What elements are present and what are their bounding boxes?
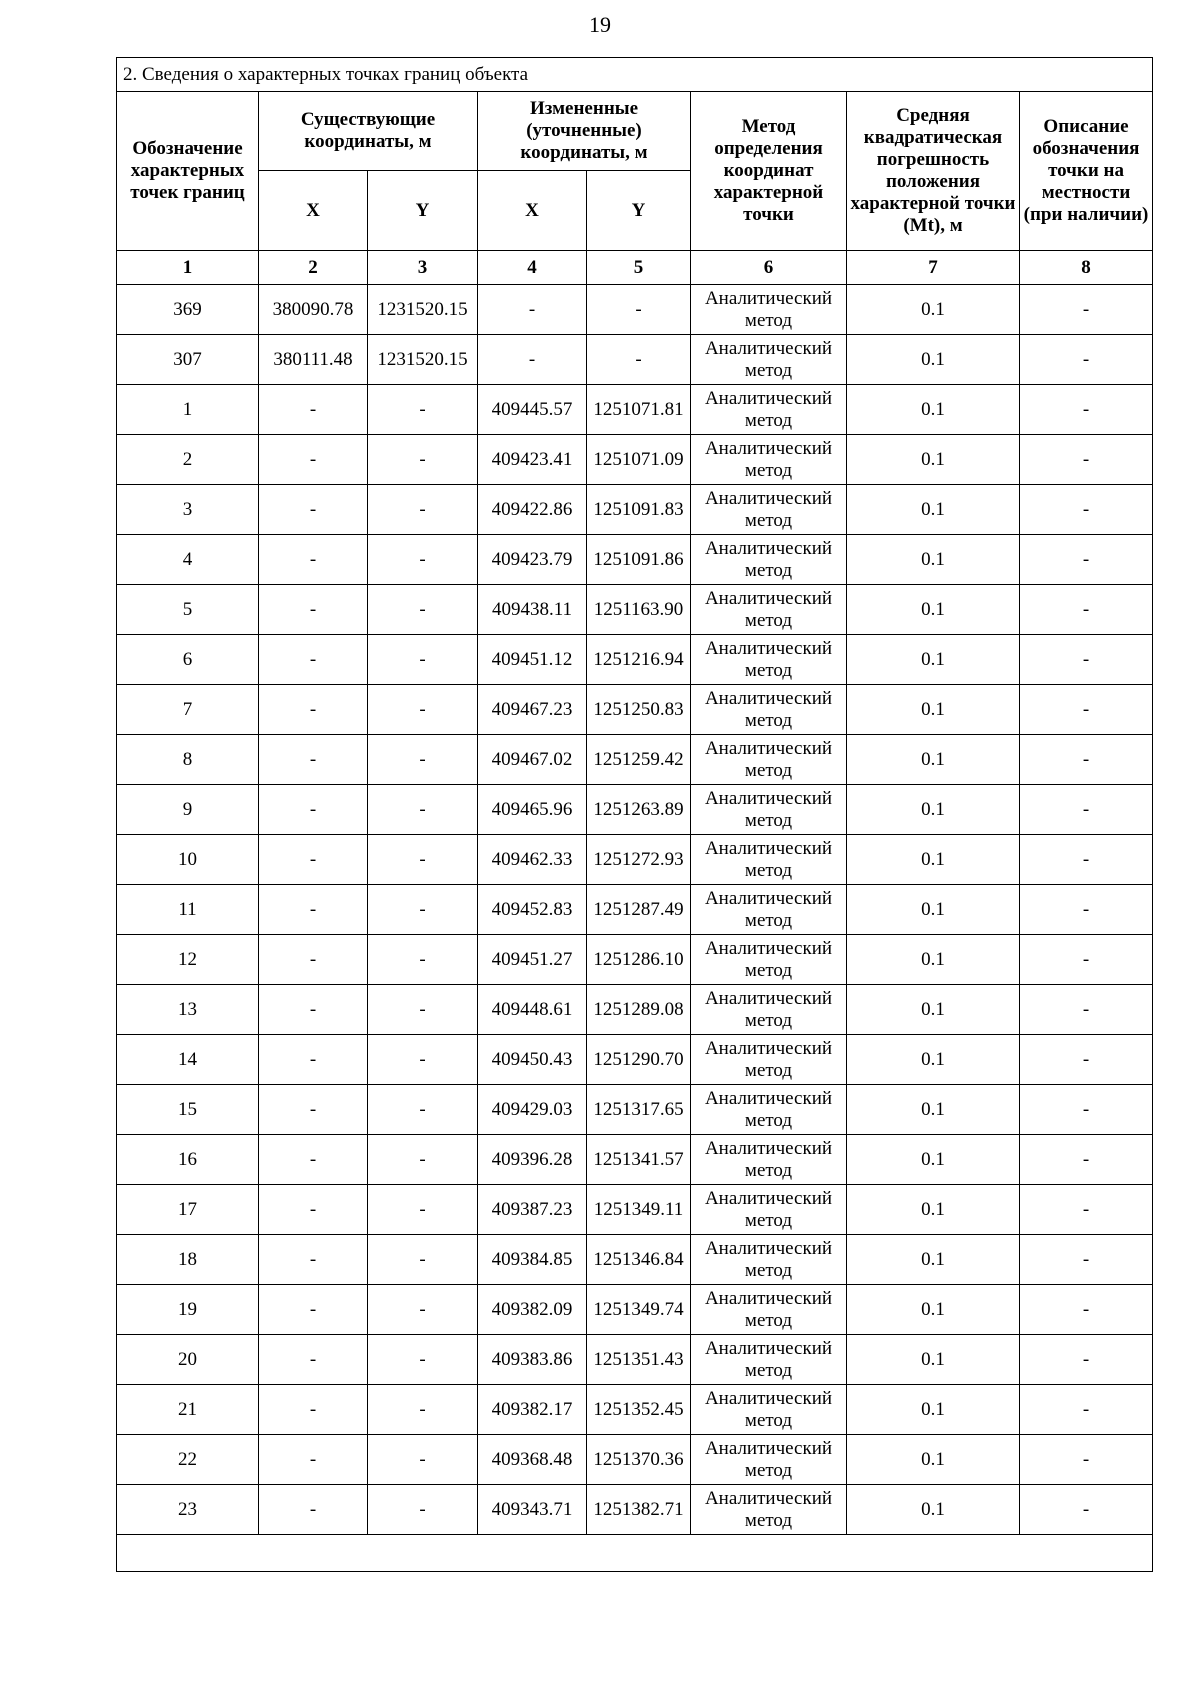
point-id-cell: 10 [117,835,259,885]
table-row [117,385,1153,435]
header-existing-x: X [259,171,368,251]
changed-y-cell: 1251352.45 [587,1385,691,1435]
header-changed-y: Y [587,171,691,251]
table-row [117,685,1153,735]
header-changed-x: X [478,171,587,251]
description-cell: - [1020,385,1153,435]
method-cell: Аналитический метод [691,785,847,835]
point-id-cell: 5 [117,585,259,635]
existing-x-cell: - [259,485,368,535]
changed-y-cell: - [587,285,691,335]
existing-x-cell: 380111.48 [259,335,368,385]
changed-y-cell: 1251272.93 [587,835,691,885]
changed-y-cell: 1251071.81 [587,385,691,435]
method-cell: Аналитический метод [691,335,847,385]
point-id-cell: 3 [117,485,259,535]
changed-x-cell: 409467.02 [478,735,587,785]
description-cell: - [1020,1335,1153,1385]
changed-x-cell: 409429.03 [478,1085,587,1135]
mean-error-cell: 0.1 [847,635,1020,685]
method-cell: Аналитический метод [691,285,847,335]
point-id-cell: 4 [117,535,259,585]
existing-y-cell: - [368,635,478,685]
existing-y-cell: - [368,485,478,535]
existing-x-cell: - [259,1085,368,1135]
description-cell: - [1020,1385,1153,1435]
table-row [117,1235,1153,1285]
method-cell: Аналитический метод [691,835,847,885]
changed-y-cell: 1251259.42 [587,735,691,785]
mean-error-cell: 0.1 [847,335,1020,385]
existing-x-cell: - [259,1235,368,1285]
point-id-cell: 21 [117,1385,259,1435]
changed-x-cell: 409422.86 [478,485,587,535]
mean-error-cell: 0.1 [847,1235,1020,1285]
column-number: 7 [847,251,1020,285]
method-cell: Аналитический метод [691,1235,847,1285]
mean-error-cell: 0.1 [847,935,1020,985]
changed-y-cell: 1251349.11 [587,1185,691,1235]
method-cell: Аналитический метод [691,585,847,635]
method-cell: Аналитический метод [691,1185,847,1235]
existing-y-cell: - [368,585,478,635]
changed-x-cell: 409467.23 [478,685,587,735]
table-row [117,1485,1153,1535]
table-row [117,785,1153,835]
point-id-cell: 17 [117,1185,259,1235]
table-row [117,485,1153,535]
mean-error-cell: 0.1 [847,1435,1020,1485]
existing-x-cell: - [259,635,368,685]
mean-error-cell: 0.1 [847,285,1020,335]
point-id-cell: 1 [117,385,259,435]
table-row [117,1435,1153,1485]
existing-x-cell: - [259,1035,368,1085]
description-cell: - [1020,1435,1153,1485]
column-number: 5 [587,251,691,285]
existing-y-cell: - [368,1235,478,1285]
description-cell: - [1020,885,1153,935]
changed-y-cell: 1251370.36 [587,1435,691,1485]
existing-x-cell: - [259,885,368,935]
existing-x-cell: - [259,785,368,835]
table-row [117,1135,1153,1185]
existing-x-cell: - [259,1185,368,1235]
column-number: 3 [368,251,478,285]
changed-x-cell: 409462.33 [478,835,587,885]
method-cell: Аналитический метод [691,1335,847,1385]
point-id-cell: 16 [117,1135,259,1185]
changed-x-cell: 409368.48 [478,1435,587,1485]
header-method: Метод определения координат характерной точки [691,92,847,251]
existing-y-cell: - [368,1135,478,1185]
changed-y-cell: 1251091.86 [587,535,691,585]
changed-y-cell: 1251349.74 [587,1285,691,1335]
method-cell: Аналитический метод [691,685,847,735]
existing-y-cell: - [368,435,478,485]
point-id-cell: 6 [117,635,259,685]
method-cell: Аналитический метод [691,435,847,485]
changed-x-cell: 409465.96 [478,785,587,835]
existing-x-cell: 380090.78 [259,285,368,335]
changed-y-cell: 1251216.94 [587,635,691,685]
point-id-cell: 18 [117,1235,259,1285]
table-row [117,535,1153,585]
method-cell: Аналитический метод [691,1135,847,1185]
page-number: 19 [589,12,611,37]
header-point-designation: Обозначение характерных точек границ [117,92,259,251]
mean-error-cell: 0.1 [847,685,1020,735]
existing-x-cell: - [259,685,368,735]
table-row [117,735,1153,785]
existing-x-cell: - [259,1135,368,1185]
column-number: 4 [478,251,587,285]
changed-y-cell: 1251346.84 [587,1235,691,1285]
mean-error-cell: 0.1 [847,535,1020,585]
point-id-cell: 2 [117,435,259,485]
point-id-cell: 8 [117,735,259,785]
existing-y-cell: - [368,735,478,785]
mean-error-cell: 0.1 [847,785,1020,835]
description-cell: - [1020,1235,1153,1285]
method-cell: Аналитический метод [691,1385,847,1435]
point-id-cell: 11 [117,885,259,935]
point-id-cell: 13 [117,985,259,1035]
changed-y-cell: - [587,335,691,385]
existing-x-cell: - [259,585,368,635]
header-changed-coords: Измененные (уточненные) координаты, м [478,92,691,171]
point-id-cell: 9 [117,785,259,835]
table-row [117,335,1153,385]
existing-y-cell: 1231520.15 [368,335,478,385]
point-id-cell: 7 [117,685,259,735]
existing-y-cell: - [368,385,478,435]
mean-error-cell: 0.1 [847,1385,1020,1435]
description-cell: - [1020,1085,1153,1135]
existing-x-cell: - [259,735,368,785]
existing-x-cell: - [259,835,368,885]
column-number: 2 [259,251,368,285]
changed-x-cell: 409452.83 [478,885,587,935]
changed-x-cell: 409451.12 [478,635,587,685]
table-row [117,1385,1153,1435]
table-row [117,285,1153,335]
changed-y-cell: 1251287.49 [587,885,691,935]
existing-y-cell: - [368,685,478,735]
column-number: 8 [1020,251,1153,285]
description-cell: - [1020,835,1153,885]
changed-x-cell: 409383.86 [478,1335,587,1385]
header-existing-y: Y [368,171,478,251]
mean-error-cell: 0.1 [847,1035,1020,1085]
description-cell: - [1020,785,1153,835]
changed-y-cell: 1251317.65 [587,1085,691,1135]
changed-y-cell: 1251071.09 [587,435,691,485]
existing-y-cell: - [368,1285,478,1335]
method-cell: Аналитический метод [691,985,847,1035]
changed-y-cell: 1251382.71 [587,1485,691,1535]
existing-y-cell: - [368,1485,478,1535]
column-number: 1 [117,251,259,285]
boundary-points-table [116,57,1153,1572]
changed-x-cell: 409343.71 [478,1485,587,1535]
description-cell: - [1020,635,1153,685]
existing-y-cell: - [368,1385,478,1435]
existing-x-cell: - [259,435,368,485]
description-cell: - [1020,935,1153,985]
changed-y-cell: 1251091.83 [587,485,691,535]
changed-x-cell: 409387.23 [478,1185,587,1235]
point-id-cell: 307 [117,335,259,385]
changed-x-cell: 409451.27 [478,935,587,985]
method-cell: Аналитический метод [691,1285,847,1335]
changed-x-cell: 409382.09 [478,1285,587,1335]
existing-x-cell: - [259,1285,368,1335]
changed-y-cell: 1251351.43 [587,1335,691,1385]
existing-x-cell: - [259,1435,368,1485]
changed-x-cell: 409423.41 [478,435,587,485]
method-cell: Аналитический метод [691,1435,847,1485]
existing-x-cell: - [259,1485,368,1535]
mean-error-cell: 0.1 [847,385,1020,435]
changed-x-cell: 409396.28 [478,1135,587,1185]
description-cell: - [1020,1035,1153,1085]
existing-y-cell: 1231520.15 [368,285,478,335]
table-row [117,1285,1153,1335]
mean-error-cell: 0.1 [847,585,1020,635]
changed-y-cell: 1251289.08 [587,985,691,1035]
description-cell: - [1020,585,1153,635]
existing-y-cell: - [368,1335,478,1385]
description-cell: - [1020,285,1153,335]
existing-y-cell: - [368,835,478,885]
existing-y-cell: - [368,1035,478,1085]
changed-x-cell: 409450.43 [478,1035,587,1085]
mean-error-cell: 0.1 [847,835,1020,885]
description-cell: - [1020,435,1153,485]
table-row [117,1335,1153,1385]
changed-x-cell: 409438.11 [478,585,587,635]
header-existing-coords: Существующие координаты, м [259,92,478,171]
existing-x-cell: - [259,985,368,1035]
changed-y-cell: 1251263.89 [587,785,691,835]
existing-y-cell: - [368,535,478,585]
changed-x-cell: 409448.61 [478,985,587,1035]
table-row [117,1185,1153,1235]
point-id-cell: 22 [117,1435,259,1485]
point-id-cell: 12 [117,935,259,985]
point-id-cell: 20 [117,1335,259,1385]
method-cell: Аналитический метод [691,1035,847,1085]
table-row [117,1085,1153,1135]
point-id-cell: 369 [117,285,259,335]
existing-x-cell: - [259,1385,368,1435]
mean-error-cell: 0.1 [847,435,1020,485]
empty-cell [117,1535,1153,1572]
point-id-cell: 19 [117,1285,259,1335]
changed-x-cell: - [478,285,587,335]
description-cell: - [1020,535,1153,585]
changed-x-cell: 409384.85 [478,1235,587,1285]
mean-error-cell: 0.1 [847,1285,1020,1335]
mean-error-cell: 0.1 [847,735,1020,785]
method-cell: Аналитический метод [691,535,847,585]
mean-error-cell: 0.1 [847,1335,1020,1385]
method-cell: Аналитический метод [691,385,847,435]
existing-x-cell: - [259,385,368,435]
existing-x-cell: - [259,935,368,985]
changed-x-cell: 409445.57 [478,385,587,435]
method-cell: Аналитический метод [691,885,847,935]
description-cell: - [1020,1135,1153,1185]
description-cell: - [1020,985,1153,1035]
changed-x-cell: 409423.79 [478,535,587,585]
mean-error-cell: 0.1 [847,1485,1020,1535]
description-cell: - [1020,1285,1153,1335]
existing-y-cell: - [368,1435,478,1485]
empty-row [117,1535,1153,1572]
mean-error-cell: 0.1 [847,1135,1020,1185]
point-id-cell: 15 [117,1085,259,1135]
changed-y-cell: 1251341.57 [587,1135,691,1185]
table-row [117,935,1153,985]
changed-y-cell: 1251286.10 [587,935,691,985]
method-cell: Аналитический метод [691,935,847,985]
point-id-cell: 14 [117,1035,259,1085]
changed-x-cell: - [478,335,587,385]
changed-y-cell: 1251163.90 [587,585,691,635]
changed-y-cell: 1251250.83 [587,685,691,735]
existing-x-cell: - [259,535,368,585]
column-number: 6 [691,251,847,285]
mean-error-cell: 0.1 [847,985,1020,1035]
method-cell: Аналитический метод [691,1085,847,1135]
existing-y-cell: - [368,1085,478,1135]
table-row [117,885,1153,935]
mean-error-cell: 0.1 [847,1085,1020,1135]
table-row [117,435,1153,485]
method-cell: Аналитический метод [691,1485,847,1535]
table-row [117,835,1153,885]
point-id-cell: 23 [117,1485,259,1535]
existing-x-cell: - [259,1335,368,1385]
mean-error-cell: 0.1 [847,1185,1020,1235]
existing-y-cell: - [368,785,478,835]
table-row [117,985,1153,1035]
existing-y-cell: - [368,935,478,985]
mean-error-cell: 0.1 [847,485,1020,535]
method-cell: Аналитический метод [691,735,847,785]
changed-y-cell: 1251290.70 [587,1035,691,1085]
changed-x-cell: 409382.17 [478,1385,587,1435]
description-cell: - [1020,485,1153,535]
method-cell: Аналитический метод [691,635,847,685]
table-row [117,635,1153,685]
description-cell: - [1020,1185,1153,1235]
description-cell: - [1020,335,1153,385]
header-description: Описание обозначения точки на местности (при наличии) [1020,92,1153,251]
mean-error-cell: 0.1 [847,885,1020,935]
method-cell: Аналитический метод [691,485,847,535]
existing-y-cell: - [368,885,478,935]
table-row [117,1035,1153,1085]
table-caption: 2. Сведения о характерных точках границ объекта [117,58,1153,92]
description-cell: - [1020,1485,1153,1535]
header-mean-error: Средняя квадратическая погрешность положения характерной точки (Mt), м [847,92,1020,251]
existing-y-cell: - [368,1185,478,1235]
description-cell: - [1020,735,1153,785]
description-cell: - [1020,685,1153,735]
table-row [117,585,1153,635]
existing-y-cell: - [368,985,478,1035]
